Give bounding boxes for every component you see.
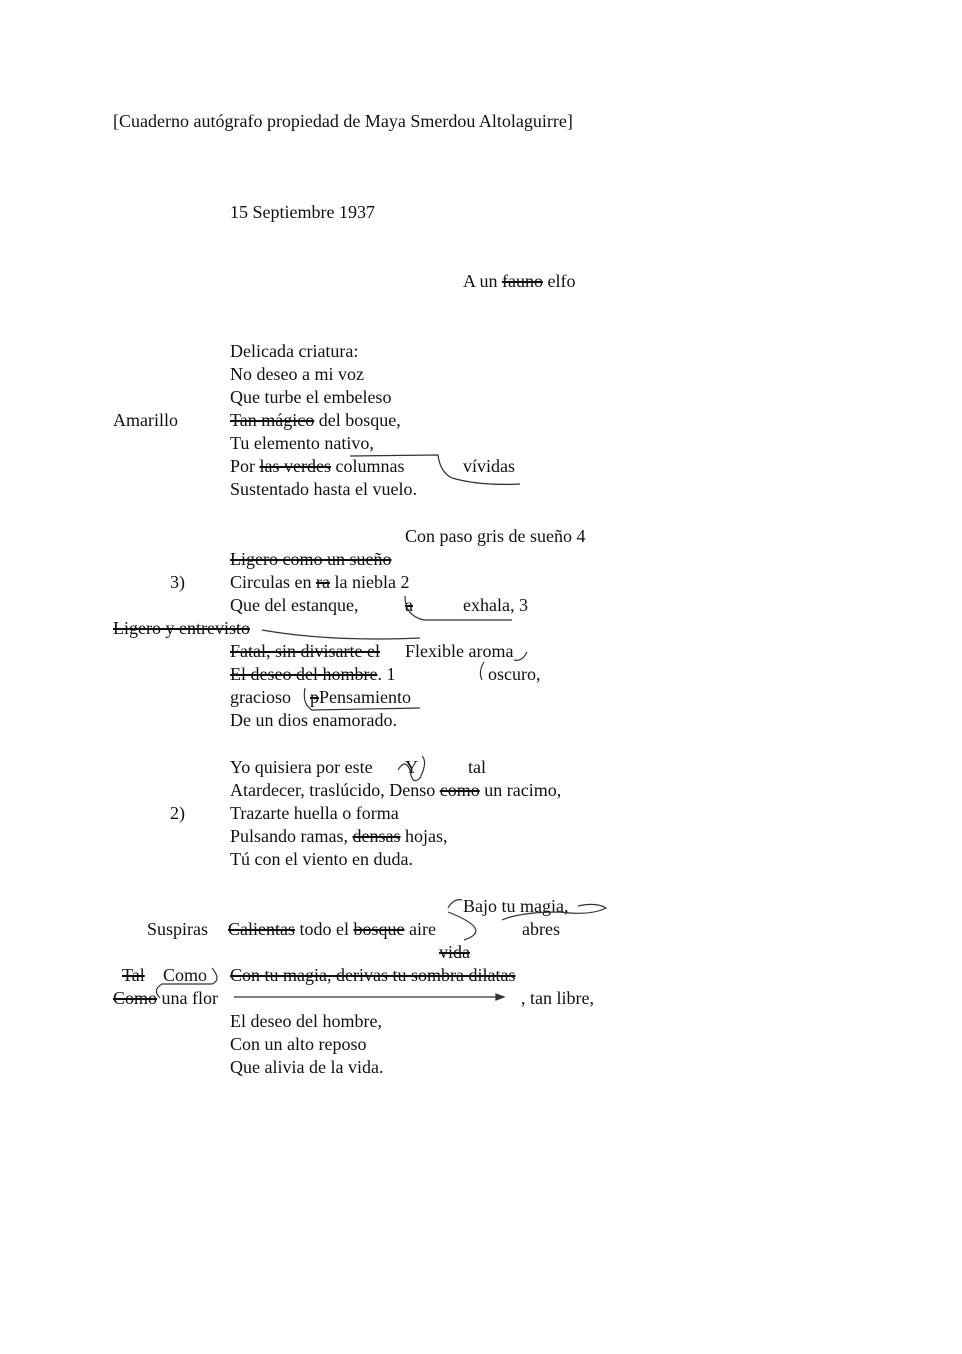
poem-line: Delicada criatura:	[230, 341, 359, 361]
struck-text: como	[439, 780, 480, 800]
notebook-note: [Cuaderno autógrafo propiedad de Maya Smerdou Altolaguirre]	[113, 111, 573, 131]
poem-line: Atardecer, traslúcido, Denso como un racimo,	[230, 780, 562, 800]
poem-line: Tu elemento nativo,	[230, 433, 374, 453]
inserted-word: abres	[522, 919, 560, 939]
margin-note: Suspiras	[147, 919, 209, 939]
poem-line: No deseo a mi voz	[230, 364, 364, 384]
struck-text: Como	[113, 988, 158, 1008]
poem-line: pPensamiento	[310, 687, 411, 707]
struck-word: vida	[439, 942, 470, 962]
struck-text: bosque	[353, 919, 405, 939]
margin-note: Como	[163, 965, 208, 985]
inserted-word: oscuro,	[488, 664, 541, 684]
struck-line: Fatal, sin divisarte el	[230, 641, 380, 661]
insert-curve-bajo	[448, 900, 462, 908]
poem-line: gracioso	[230, 687, 291, 707]
struck-text: p	[310, 687, 319, 707]
poem-line: El deseo del hombre,	[230, 1011, 382, 1031]
line-number: 2)	[170, 803, 185, 823]
poem-line: El deseo del hombre. 1	[230, 664, 396, 684]
poem-line: Que turbe el embeleso	[230, 387, 392, 407]
struck-text: Calientas	[228, 919, 295, 939]
inserted-phrase: Flexible aroma	[405, 641, 514, 661]
struck-text: densas	[352, 826, 401, 846]
poem-line: Calientas todo el bosque aire	[228, 919, 436, 939]
poem-line: Que del estanque,	[230, 595, 359, 615]
margin-note: Amarillo	[113, 410, 178, 430]
struck-text: Tan mágico	[230, 410, 315, 430]
poem-line: Circulas en ra la niebla 2	[230, 572, 410, 592]
arrow-head	[496, 994, 504, 1000]
struck-text: ra	[315, 572, 330, 592]
poem-line: Tú con el viento en duda.	[230, 849, 413, 869]
struck-word: fauno	[502, 271, 543, 291]
poem-line: Tan mágico del bosque,	[230, 410, 401, 430]
struck-margin-note: Ligero y entrevisto	[113, 618, 250, 638]
poem-line-end: , tan libre,	[521, 988, 594, 1008]
poem-line: Con un alto reposo	[230, 1034, 367, 1054]
poem-line: De un dios enamorado.	[230, 710, 397, 730]
inserted-word: tal	[468, 757, 486, 777]
struck-margin-note: Tal	[122, 965, 145, 985]
poem-line: Sustentado hasta el vuelo.	[230, 479, 417, 499]
poem-line: Como una flor	[113, 988, 218, 1008]
line-number: 3)	[170, 572, 185, 592]
struck-text: a	[405, 595, 413, 615]
bracket-flexible-aroma	[514, 652, 527, 660]
struck-text: las verdes	[259, 456, 331, 476]
bracket-oscuro	[480, 662, 484, 680]
poem-line: Pulsando ramas, densas hojas,	[230, 826, 448, 846]
poem-title: A un fauno elfo	[463, 271, 576, 291]
struck-line: Con tu magia, derivas tu sombra dilatas	[230, 965, 516, 985]
inserted-word: vívidas	[463, 456, 515, 476]
poem-line: Trazarte huella o forma	[230, 803, 399, 823]
poem-line-end: exhala, 3	[463, 595, 528, 615]
struck-line: Ligero como un sueño	[230, 549, 392, 569]
inserted-line: Con paso gris de sueño 4	[405, 526, 586, 546]
poem-line: Que alivia de la vida.	[230, 1057, 384, 1077]
poem-line: Por las verdes columnas	[230, 456, 405, 476]
connector-margin-line	[262, 630, 420, 639]
poem-date: 15 Septiembre 1937	[230, 202, 375, 222]
poem-line: Yo quisiera por este	[230, 757, 373, 777]
struck-text: El deseo del hombre	[230, 664, 378, 684]
inserted-word: Y	[405, 757, 418, 777]
inserted-line: Bajo tu magia,	[463, 896, 569, 916]
